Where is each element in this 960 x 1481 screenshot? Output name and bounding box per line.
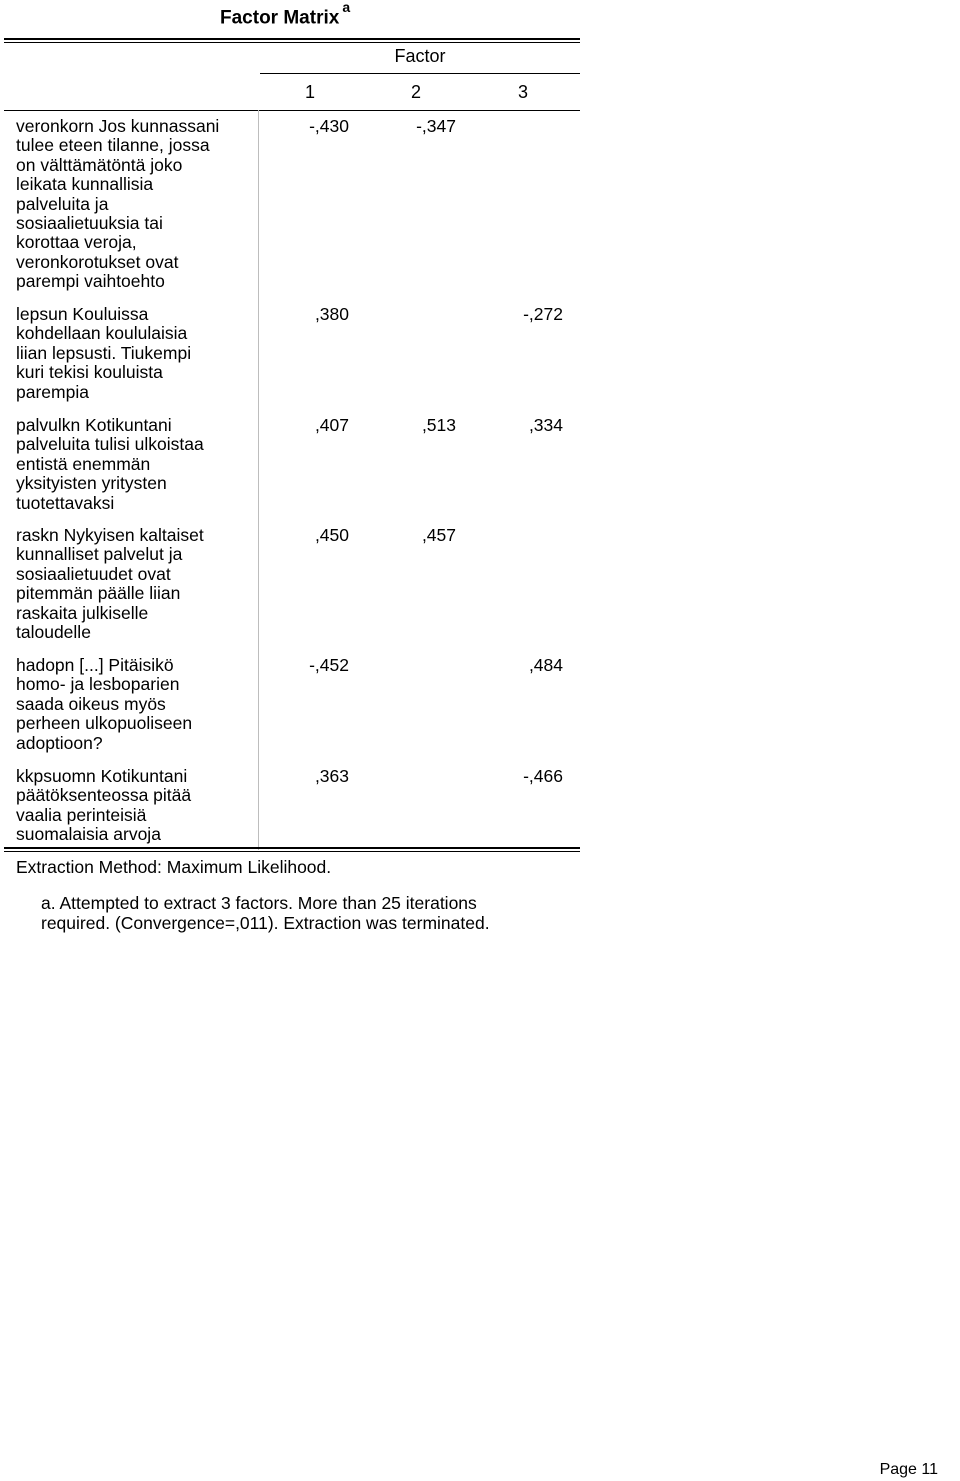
row-label-palvulkn: palvulkn Kotikuntani palveluita tulisi ulkoistaa entistä enemmän yksityisten yritysten tuotettavaksi (16, 415, 204, 513)
table-title-text: Factor Matrix (220, 7, 340, 29)
row-label-lepsun: lepsun Kouluissa kohdellaan koululaisia liian lepsusti. Tiukempi kuri tekisi kouluista parempia (16, 304, 192, 402)
cell-palvulkn-factor2: ,513 (421, 415, 456, 435)
cell-kkpsuomn-factor1: ,363 (314, 766, 349, 786)
cell-palvulkn-factor1: ,407 (314, 415, 349, 435)
extraction-method-note: Extraction Method: Maximum Likelihood. (16, 857, 332, 877)
cell-lepsun-factor1: ,380 (314, 304, 349, 324)
cell-veronkorn-factor1: -,430 (309, 116, 349, 136)
cell-raskn-factor1: ,450 (314, 525, 349, 545)
cell-hadopn-factor3: ,484 (528, 655, 563, 675)
bottom-rule-2 (4, 851, 580, 852)
top-rule-1 (4, 38, 580, 40)
cell-kkpsuomn-factor3: -,466 (523, 766, 563, 786)
cell-palvulkn-factor3: ,334 (528, 415, 563, 435)
title-footnote-marker: a (342, 0, 351, 15)
top-rule-2 (4, 42, 580, 43)
row-header-divider (258, 110, 259, 850)
footnote-a: a. Attempted to extract 3 factors. More than 25 iterations required. (Convergence=,011). Extraction was terminated. (41, 893, 490, 933)
bottom-rule-1 (4, 847, 580, 849)
factor-header-rule (260, 73, 580, 74)
column-header-2: 2 (410, 82, 421, 102)
cell-lepsun-factor3: -,272 (523, 304, 563, 324)
cell-hadopn-factor1: -,452 (309, 655, 349, 675)
row-label-veronkorn: veronkorn Jos kunnassani tulee eteen tilanne, jossa on välttämätöntä joko leikata kunnallisia palveluita ja sosiaalietuuksia tai korottaa veroja, veronkorotukset ovat parempi vaihtoehto (16, 116, 220, 292)
table-title (220, 0, 351, 29)
row-label-raskn: raskn Nykyisen kaltaiset kunnalliset palvelut ja sosiaalietuudet ovat pitemmän päälle liian raskaita julkiselle taloudelle (16, 525, 204, 643)
row-label-kkpsuomn: kkpsuomn Kotikuntani päätöksenteossa pitää vaalia perinteisiä suomalaisia arvoja (16, 766, 192, 845)
column-header-3: 3 (517, 82, 528, 102)
factor-spanning-header: Factor (394, 46, 446, 66)
cell-raskn-factor2: ,457 (421, 525, 456, 545)
column-header-1: 1 (304, 82, 315, 102)
header-bottom-rule (4, 110, 580, 111)
row-label-hadopn: hadopn [...] Pitäisikö homo- ja lesboparien saada oikeus myös perheen ulkopuoliseen adoptioon? (16, 655, 193, 753)
cell-veronkorn-factor2: -,347 (416, 116, 456, 136)
page-number: Page 11 (879, 1461, 938, 1478)
